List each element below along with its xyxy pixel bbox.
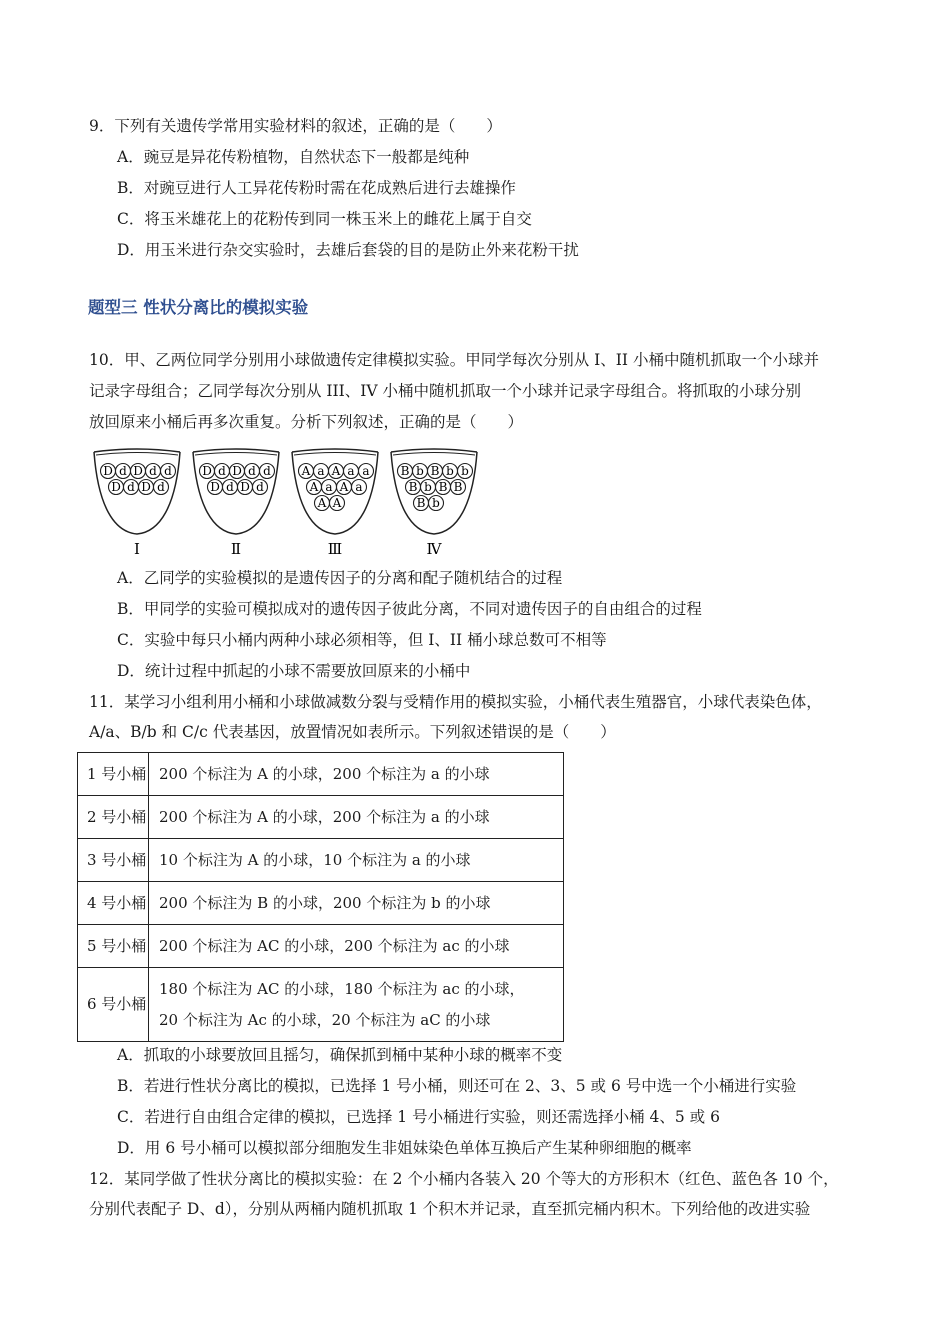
ball (398, 464, 413, 479)
q9-option-a: A．豌豆是异花传粉植物，自然状态下一般都是纯种 (117, 148, 470, 166)
ball-label: d (149, 464, 157, 478)
ball (359, 464, 374, 479)
q12-stem-line-2: 分别代表配子 D、d），分别从两桶内随机抓取 1 个积木并记录，直至抓完桶内积木。下列给他的改进实验 (89, 1200, 811, 1218)
ball-label: a (317, 464, 325, 478)
ball-label: D (240, 480, 250, 494)
ball-label: d (127, 480, 135, 494)
ball-label: A (332, 496, 342, 510)
ball (208, 480, 223, 495)
ball (154, 480, 169, 495)
q12-stem-line-1: 12．某同学做了性状分离比的模拟实验：在 2 个小桶内各装入 20 个等大的方形积木（红色、蓝色各 10 个， (89, 1170, 839, 1188)
ball (139, 480, 154, 495)
ball (131, 464, 146, 479)
ball-label: b (424, 480, 432, 494)
ball-label: D (103, 464, 113, 478)
table-row (78, 796, 564, 839)
bucket-table (77, 752, 564, 1042)
ball-label: A (339, 480, 349, 494)
ball-label: D (111, 480, 121, 494)
ball (414, 496, 429, 511)
ball-label: d (263, 464, 271, 478)
ball-label: d (226, 480, 234, 494)
ball (337, 480, 352, 495)
ball-label: b (416, 464, 424, 478)
ball-label: A (309, 480, 319, 494)
ball-label: d (157, 480, 165, 494)
bucket-label: Ⅰ (134, 540, 140, 558)
bucket-name-cell: 5 号小桶 (78, 925, 149, 968)
table-row (78, 839, 564, 882)
ball (238, 480, 253, 495)
ball (451, 480, 466, 495)
section-title: 题型三 性状分离比的模拟实验 (88, 298, 309, 317)
q10-stem-line-3: 放回原来小桶后再多次重复。分析下列叙述，正确的是（ ） (89, 413, 524, 431)
ball-label: a (362, 464, 370, 478)
ball (230, 464, 245, 479)
ball (428, 464, 443, 479)
bucket-name-cell: 3 号小桶 (78, 839, 149, 882)
ball (260, 464, 275, 479)
ball (421, 480, 436, 495)
ball (413, 464, 428, 479)
bucket-content-cell: 200 个标注为 B 的小球，200 个标注为 b 的小球 (149, 882, 564, 925)
ball-label: B (416, 496, 426, 510)
ball (436, 480, 451, 495)
ball (253, 480, 268, 495)
bucket-content-cell: 200 个标注为 AC 的小球，200 个标注为 ac 的小球 (149, 925, 564, 968)
ball (101, 464, 116, 479)
ball (124, 480, 139, 495)
ball (443, 464, 458, 479)
ball-label: b (461, 464, 469, 478)
ball-label: D (141, 480, 151, 494)
ball-label: d (119, 464, 127, 478)
q10-stem-line-2: 记录字母组合；乙同学每次分别从 III、IV 小桶中随机抓取一个小球并记录字母组合。将抓取的小球分别 (89, 382, 802, 400)
ball (322, 480, 337, 495)
ball (146, 464, 161, 479)
ball-label: d (248, 464, 256, 478)
ball (344, 464, 359, 479)
table-row (78, 925, 564, 968)
ball-label: d (218, 464, 226, 478)
q11-stem-line-2: A/a、B/b 和 C/c 代表基因，放置情况如表所示。下列叙述错误的是（ ） (89, 723, 616, 741)
ball (429, 496, 444, 511)
ball (458, 464, 473, 479)
bucket-2 (193, 449, 279, 558)
bucket-1 (94, 449, 180, 558)
ball-label: A (317, 496, 327, 510)
bucket-label: Ⅱ (230, 540, 242, 558)
bucket-3 (292, 449, 378, 558)
bucket-name-cell: 2 号小桶 (78, 796, 149, 839)
bucket-content-line-1: 180 个标注为 AC 的小球，180 个标注为 ac 的小球， (159, 979, 525, 998)
q9-stem: 9．下列有关遗传学常用实验材料的叙述，正确的是（ ） (89, 117, 502, 135)
ball-label: a (325, 480, 333, 494)
bucket-name-cell: 6 号小桶 (78, 968, 149, 1042)
ball-label: D (210, 480, 220, 494)
ball-label: d (256, 480, 264, 494)
ball-label: d (164, 464, 172, 478)
ball (314, 464, 329, 479)
bucket-name-cell: 4 号小桶 (78, 882, 149, 925)
ball-label: A (331, 464, 341, 478)
ball-label: b (446, 464, 454, 478)
bucket-figure (92, 446, 502, 562)
ball (116, 464, 131, 479)
bucket-label: Ⅲ (327, 540, 343, 558)
bucket-name-cell: 1 号小桶 (78, 753, 149, 796)
bucket-content-cell: 10 个标注为 A 的小球，10 个标注为 a 的小球 (149, 839, 564, 882)
ball-label: B (438, 480, 448, 494)
q10-option-b: B．甲同学的实验可模拟成对的遗传因子彼此分离，不同对遗传因子的自由组合的过程 (117, 600, 702, 618)
ball-label: B (408, 480, 418, 494)
q11-option-c: C．若进行自由组合定律的模拟，已选择 1 号小桶进行实验，则还需选择小桶 4、5 或 6 (117, 1108, 720, 1126)
ball (223, 480, 238, 495)
bucket-content-line-2: 20 个标注为 Ac 的小球，20 个标注为 aC 的小球 (159, 1010, 491, 1029)
ball (161, 464, 176, 479)
ball (315, 496, 330, 511)
q11-option-a: A．抓取的小球要放回且摇匀，确保抓到桶中某种小球的概率不变 (117, 1046, 563, 1064)
ball-label: D (202, 464, 212, 478)
table-row (78, 968, 564, 1042)
bucket-label: Ⅳ (426, 540, 442, 558)
bucket-content-cell (149, 968, 564, 1042)
bucket-4 (391, 449, 477, 558)
ball (299, 464, 314, 479)
q9-option-d: D．用玉米进行杂交实验时，去雄后套袋的目的是防止外来花粉干扰 (117, 241, 579, 259)
q9-option-c: C．将玉米雄花上的花粉传到同一株玉米上的雌花上属于自交 (117, 210, 532, 228)
bucket-content-cell: 200 个标注为 A 的小球，200 个标注为 a 的小球 (149, 796, 564, 839)
ball (109, 480, 124, 495)
ball-label: B (453, 480, 463, 494)
table-row (78, 753, 564, 796)
ball (329, 464, 344, 479)
q10-option-c: C．实验中每只小桶内两种小球必须相等，但 I、II 桶小球总数可不相等 (117, 631, 607, 649)
bucket-diagram (92, 446, 502, 558)
ball (352, 480, 367, 495)
ball-label: D (133, 464, 143, 478)
table-row (78, 882, 564, 925)
ball (307, 480, 322, 495)
q10-option-a: A．乙同学的实验模拟的是遗传因子的分离和配子随机结合的过程 (117, 569, 563, 587)
ball-label: a (355, 480, 363, 494)
ball-label: D (232, 464, 242, 478)
ball-label: a (347, 464, 355, 478)
q11-option-d: D．用 6 号小桶可以模拟部分细胞发生非姐妹染色单体互换后产生某种卵细胞的概率 (117, 1139, 692, 1157)
q10-stem-line-1: 10．甲、乙两位同学分别用小球做遗传定律模拟实验。甲同学每次分别从 I、II 小桶中随机抓取一个小球并 (89, 351, 819, 369)
bucket-content-cell: 200 个标注为 A 的小球，200 个标注为 a 的小球 (149, 753, 564, 796)
q11-stem-line-1: 11．某学习小组利用小桶和小球做减数分裂与受精作用的模拟实验，小桶代表生殖器官，小球代表染色体， (89, 693, 822, 711)
ball (245, 464, 260, 479)
ball-label: B (430, 464, 440, 478)
ball-label: b (432, 496, 440, 510)
ball (200, 464, 215, 479)
ball-label: B (400, 464, 410, 478)
q10-option-d: D．统计过程中抓起的小球不需要放回原来的小桶中 (117, 662, 471, 680)
ball (406, 480, 421, 495)
q9-option-b: B．对豌豆进行人工异花传粉时需在花成熟后进行去雄操作 (117, 179, 516, 197)
q11-option-b: B．若进行性状分离比的模拟，已选择 1 号小桶，则还可在 2、3、5 或 6 号中选一个小桶进行实验 (117, 1077, 797, 1095)
ball (215, 464, 230, 479)
ball (330, 496, 345, 511)
ball-label: A (301, 464, 311, 478)
